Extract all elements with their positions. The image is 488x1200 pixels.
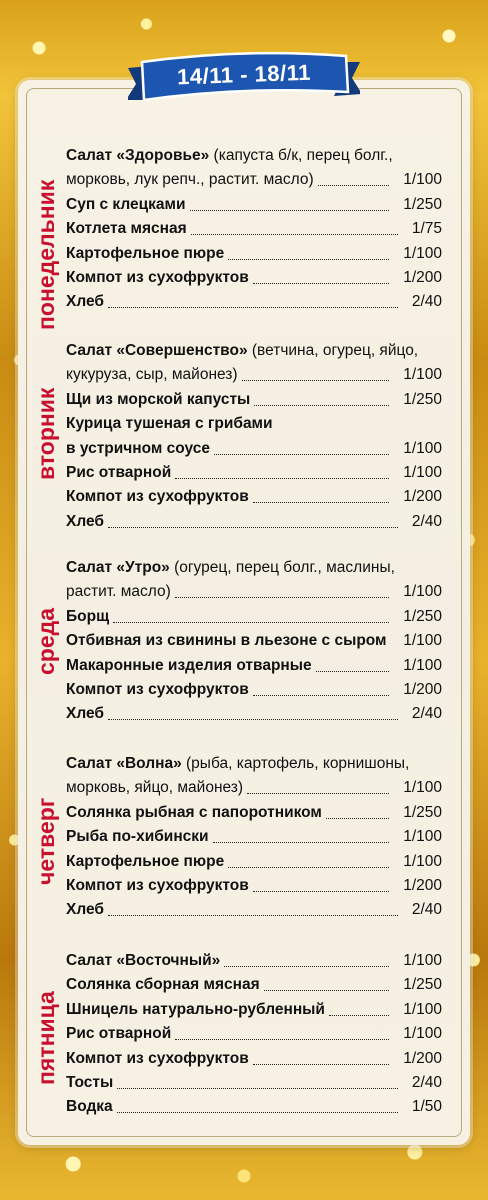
menu-item <box>66 777 460 799</box>
menu-item <box>66 606 460 628</box>
menu-item-portion: 1/100 <box>403 171 442 189</box>
leader-dots <box>108 527 398 528</box>
menu-item-desc: (рыба, картофель, корнишоны, <box>181 755 410 772</box>
leader-dots <box>228 259 389 260</box>
leader-dots <box>329 1015 389 1016</box>
menu-item-portion: 1/200 <box>403 681 442 698</box>
menu-item-name: Хлеб <box>66 705 104 723</box>
menu-item-portion: 1/100 <box>403 1000 442 1018</box>
menu-item-name: Рис отварной <box>66 464 172 481</box>
menu-item-name: Салат «Волна» <box>66 755 182 772</box>
menu-item-line <box>66 145 393 167</box>
menu-item <box>66 1072 460 1094</box>
day-label: пятница <box>33 991 59 1085</box>
leader-dots <box>318 185 390 186</box>
menu-item <box>66 826 460 848</box>
menu-item <box>66 679 460 701</box>
menu-item-name: Салат «Совершенство» <box>66 342 248 359</box>
leader-dots <box>326 818 389 819</box>
menu-item-name: Компот из сухофруктов <box>66 1049 249 1067</box>
menu-item-portion: 1/100 <box>403 952 442 969</box>
menu-item <box>66 438 460 460</box>
menu-item-portion: 1/50 <box>411 1098 442 1116</box>
leader-dots <box>253 502 389 503</box>
menu-item-name: Отбивная из свинины в льезоне с сыром <box>66 632 387 650</box>
menu-item-portion: 1/100 <box>403 1025 442 1043</box>
menu-item-line <box>66 753 409 775</box>
leader-dots <box>264 990 390 991</box>
menu-item-name: Водка <box>66 1098 113 1116</box>
menu-item-name: Компот из сухофруктов <box>66 488 249 506</box>
menu-item-portion: 1/75 <box>411 220 442 238</box>
menu-item-portion: 2/40 <box>411 705 442 723</box>
day-label: четверг <box>33 797 59 885</box>
menu-item-portion: 1/200 <box>403 877 442 894</box>
menu-item <box>66 581 460 603</box>
menu-item-desc-cont: морковь, яйцо, майонез) <box>66 779 244 797</box>
menu-item-name-cont: в устричном соусе <box>66 439 211 457</box>
leader-dots <box>108 719 398 720</box>
menu-item-line <box>66 413 273 435</box>
menu-item <box>66 169 460 191</box>
day-label: понедельник <box>33 179 59 330</box>
menu-item <box>66 630 460 652</box>
leader-dots <box>191 234 398 235</box>
menu-item-portion: 1/250 <box>403 390 442 408</box>
menu-item <box>66 974 460 996</box>
menu-item-portion: 1/250 <box>403 976 442 994</box>
leader-dots <box>242 380 390 381</box>
menu-item-name: Картофельное пюре <box>66 852 225 870</box>
menu-item <box>66 950 460 972</box>
menu-item-name: Салат «Утро» <box>66 559 170 576</box>
menu-item-name: Салат «Восточный» <box>66 952 221 969</box>
leader-dots <box>253 283 389 284</box>
menu-item-name: Хлеб <box>66 293 104 311</box>
menu-item <box>66 291 460 313</box>
menu-item-portion: 1/100 <box>403 464 442 481</box>
menu-item-portion: 1/100 <box>403 656 442 674</box>
menu-item <box>66 218 460 240</box>
menu-item-name: Шницель натурально-рубленный <box>66 1000 325 1018</box>
menu-item <box>66 802 460 824</box>
menu-item-desc-cont: растит. масло) <box>66 583 171 601</box>
menu-item-portion: 1/100 <box>403 583 442 601</box>
menu-item-name: Рыба по-хибински <box>66 828 209 846</box>
menu-item-name: Хлеб <box>66 512 104 530</box>
menu-item-name: Солянка рыбная с папоротником <box>66 803 322 821</box>
menu-item <box>66 1023 460 1045</box>
menu-item <box>66 899 460 921</box>
menu-item-portion: 1/100 <box>403 632 442 650</box>
menu-item-portion: 1/100 <box>403 828 442 846</box>
day-label: вторник <box>33 387 59 480</box>
menu-item-name: Компот из сухофруктов <box>66 269 249 286</box>
date-range: 14/11 - 18/11 <box>176 59 312 90</box>
menu-item-portion: 1/100 <box>403 366 442 384</box>
menu-item-desc-cont: морковь, лук репч., растит. масло) <box>66 171 314 189</box>
menu-item-name: Компот из сухофруктов <box>66 681 249 698</box>
menu-item <box>66 486 460 508</box>
menu-item-portion: 2/40 <box>411 512 442 530</box>
leader-dots <box>214 454 389 455</box>
menu-item-portion: 1/200 <box>403 1049 442 1067</box>
menu-item <box>66 389 460 411</box>
menu-item-portion: 1/200 <box>403 269 442 286</box>
menu-item-name: Суп с клецками <box>66 195 186 213</box>
menu-item <box>66 875 460 897</box>
menu-item-desc: (огурец, перец болг., маслины, <box>169 559 395 576</box>
menu-item-portion: 1/100 <box>403 852 442 870</box>
menu-item <box>66 267 460 289</box>
leader-dots <box>175 478 389 479</box>
menu-item-name: Борщ <box>66 607 110 625</box>
leader-dots <box>117 1112 398 1113</box>
menu-item-name: Щи из морской капусты <box>66 390 251 408</box>
leader-dots <box>190 210 390 211</box>
menu-item <box>66 655 460 677</box>
menu-item-portion: 2/40 <box>411 901 442 919</box>
menu-item-name: Компот из сухофруктов <box>66 877 249 894</box>
menu-item <box>66 1048 460 1070</box>
leader-dots <box>247 793 389 794</box>
menu-item <box>66 364 460 386</box>
menu-item-portion: 1/250 <box>403 803 442 821</box>
menu-item <box>66 703 460 725</box>
menu-item <box>66 194 460 216</box>
menu-item <box>66 511 460 533</box>
menu-item-name: Курица тушеная с грибами <box>66 415 273 433</box>
menu-item <box>66 999 460 1021</box>
menu-item <box>66 851 460 873</box>
menu-item-desc: (капуста б/к, перец болг., <box>209 147 393 164</box>
menu-item-name: Хлеб <box>66 901 104 919</box>
leader-dots <box>316 671 390 672</box>
menu-item-line <box>66 557 395 579</box>
leader-dots <box>108 915 398 916</box>
menu-item-portion: 1/200 <box>403 488 442 506</box>
leader-dots <box>108 307 398 308</box>
menu-item-name: Макаронные изделия отварные <box>66 656 312 674</box>
leader-dots <box>224 966 389 967</box>
leader-dots <box>117 1088 398 1089</box>
menu-item-portion: 1/100 <box>403 244 442 262</box>
leader-dots <box>175 597 389 598</box>
menu-item-portion: 1/250 <box>403 195 442 213</box>
date-ribbon <box>128 48 360 112</box>
menu-item-line <box>66 340 418 362</box>
menu-item-name: Салат «Здоровье» <box>66 147 210 164</box>
day-label: среда <box>33 607 59 675</box>
leader-dots <box>113 622 389 623</box>
leader-dots <box>228 867 389 868</box>
menu-item-portion: 1/100 <box>403 779 442 797</box>
menu-item-name: Котлета мясная <box>66 220 187 238</box>
menu-item-portion: 2/40 <box>411 293 442 311</box>
menu-item <box>66 462 460 484</box>
menu-item-desc-cont: кукуруза, сыр, майонез) <box>66 366 238 384</box>
menu-item <box>66 1096 460 1118</box>
menu-item-name: Тосты <box>66 1074 114 1091</box>
menu-item <box>66 243 460 265</box>
leader-dots <box>253 695 389 696</box>
menu-item-desc: (ветчина, огурец, яйцо, <box>247 342 419 359</box>
leader-dots <box>253 891 389 892</box>
menu-item-portion: 2/40 <box>411 1074 442 1091</box>
leader-dots <box>213 842 390 843</box>
leader-dots <box>254 405 389 406</box>
menu-item-name: Рис отварной <box>66 1025 172 1043</box>
leader-dots <box>253 1064 389 1065</box>
menu-item-name: Картофельное пюре <box>66 244 225 262</box>
leader-dots <box>175 1039 389 1040</box>
menu-item-name: Солянка сборная мясная <box>66 976 260 994</box>
menu-item-portion: 1/250 <box>403 607 442 625</box>
menu-item-portion: 1/100 <box>403 439 442 457</box>
